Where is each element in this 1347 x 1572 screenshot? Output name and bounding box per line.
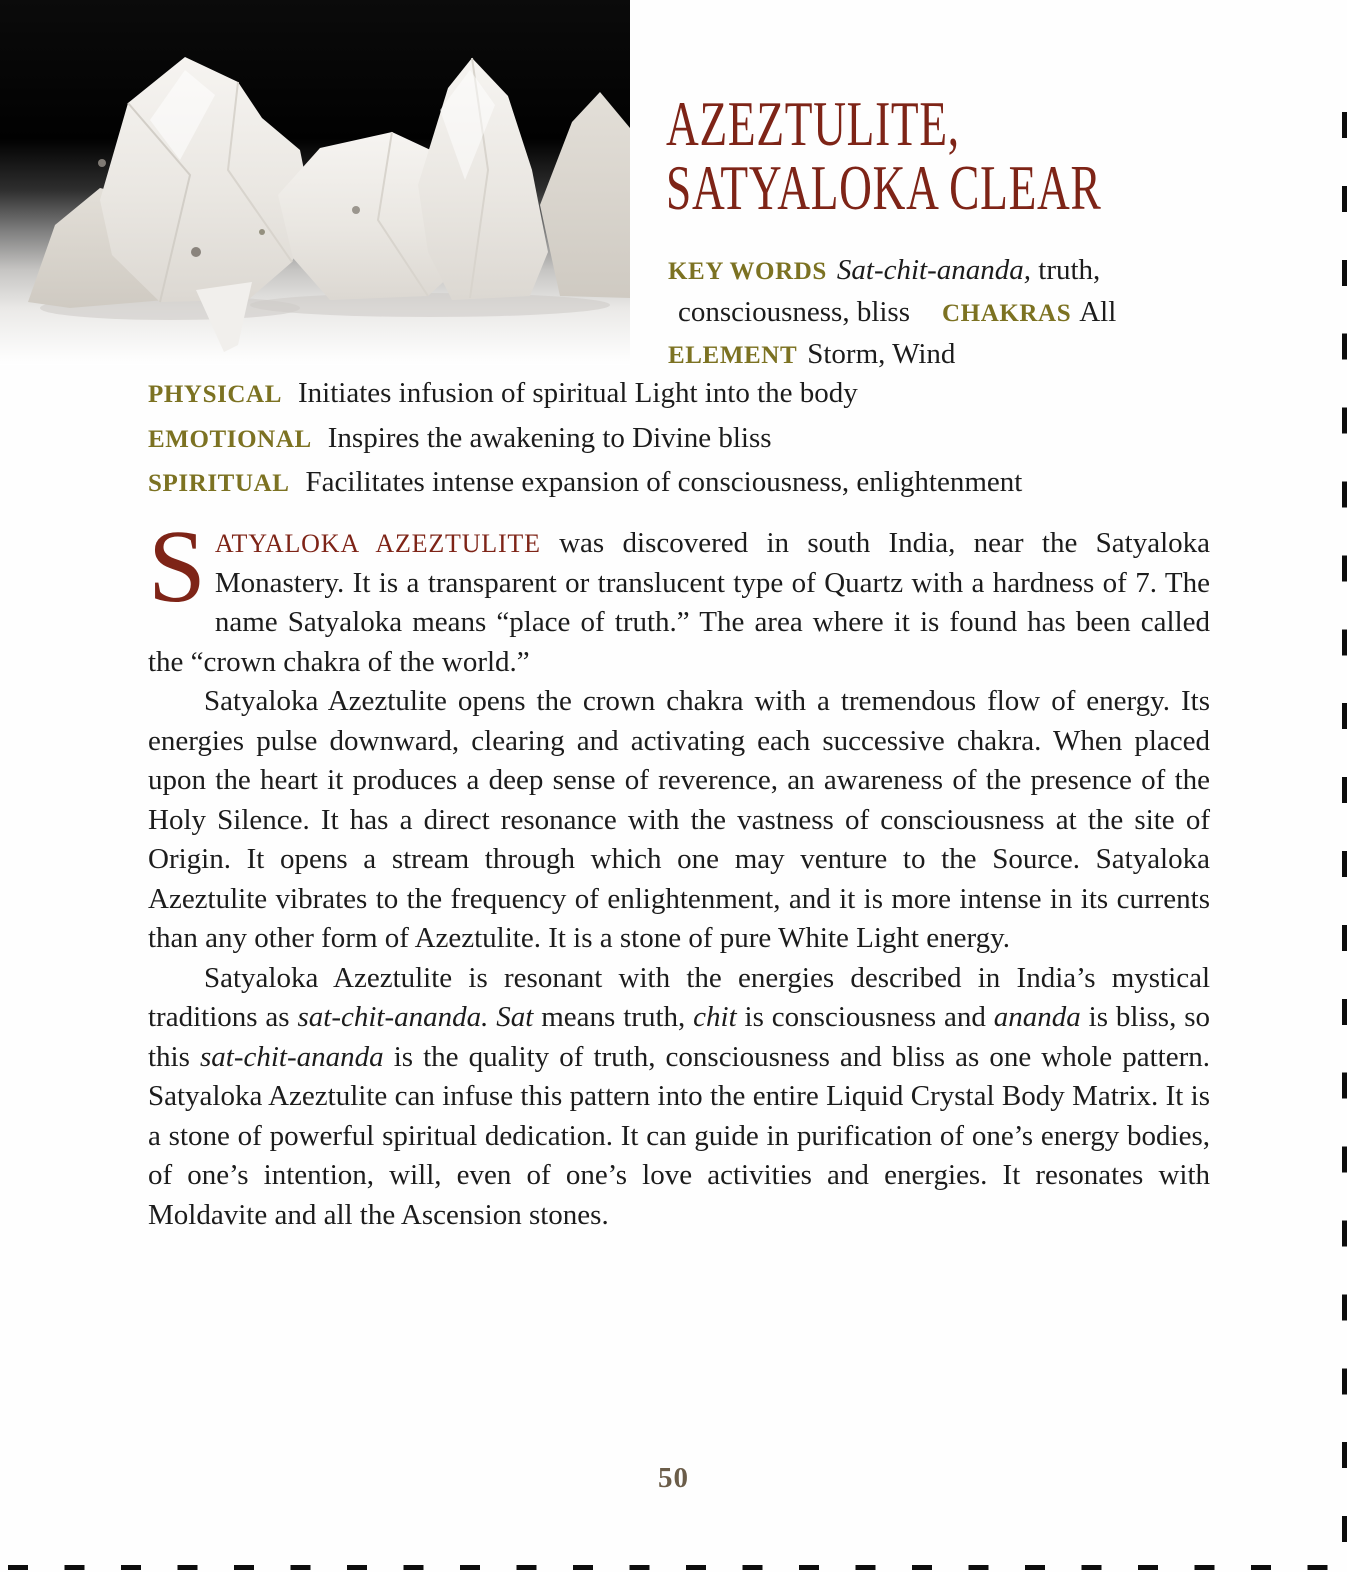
element-value: Storm, Wind xyxy=(807,338,956,370)
emotional-label: EMOTIONAL xyxy=(148,425,312,453)
paragraph-1-leadin: ATYALOKA AZEZTULITE xyxy=(214,529,541,558)
physical-row xyxy=(148,372,1233,417)
keywords-line-1 xyxy=(668,250,1253,292)
title-line-1: AZEZTULITE, xyxy=(666,89,960,159)
paragraph-3 xyxy=(148,959,1210,1236)
paragraph-3-italic-2: chit xyxy=(693,1001,737,1033)
crystal-photo-illustration xyxy=(0,0,630,365)
spiritual-text: Facilitates intense expansion of consciousness, enlightenment xyxy=(305,466,1023,498)
film-edge-marks-right xyxy=(1342,112,1347,1544)
paragraph-3-italic-3: ananda xyxy=(993,1001,1081,1033)
satyaloka-azeztulite-photo xyxy=(0,0,630,365)
keywords-block xyxy=(668,250,1253,376)
properties-block xyxy=(148,372,1233,506)
paragraph-2: Satyaloka Azeztulite opens the crown chakra with a tremendous flow of energy. Its energies pulse downward, clearing and activating each successive chakra. When placed upon the heart it produces a deep sense of reverence, an awareness of the presence of the Holy Silence. It has a direct resonance with the vastness of consciousness at the site of Origin. It opens a stream through which one may venture to the Source. Satyaloka Azeztulite vibrates to the frequency of enlightenment, and it is more intense in its currents than any other form of Azeztulite. It is a stone of pure White Light energy. xyxy=(148,685,1210,954)
film-edge-marks-bottom xyxy=(8,1565,1347,1570)
paragraph-3-text: is the quality of truth, consciousness and bliss as one whole pattern. Satyaloka Azeztulite can infuse this pattern into the entire Liquid Crystal Body Matrix. It is a stone of powerful spiritual dedication. It can guide in purification of one’s energy bodies, of one’s intention, will, even of one’s love activities and energies. It resonates with Moldavite and all the Ascension stones. xyxy=(148,1040,1211,1231)
physical-text: Initiates infusion of spiritual Light into the body xyxy=(298,377,858,409)
keywords-line-3 xyxy=(668,334,1253,376)
paragraph-1 xyxy=(148,509,1211,682)
keywords-value-line2: consciousness, bliss xyxy=(678,296,910,328)
paragraph-3-text: Satyaloka Azeztulite is resonant with the energies described in India’s mystical traditions as xyxy=(148,961,1210,1033)
paragraph-3-text: is consciousness and xyxy=(736,1001,994,1033)
body-text xyxy=(148,509,1211,1235)
emotional-row xyxy=(148,417,1233,462)
paragraph-3-italic-1: sat-chit-ananda. Sat xyxy=(297,1001,534,1033)
chakras-label: CHAKRAS xyxy=(942,300,1072,327)
keywords-line-2 xyxy=(668,292,1253,334)
emotional-text: Inspires the awakening to Divine bliss xyxy=(327,421,772,454)
chakras-value: All xyxy=(1079,296,1117,328)
element-label: ELEMENT xyxy=(668,342,798,369)
paragraph-3-text: means truth, xyxy=(533,1001,694,1033)
spiritual-label: SPIRITUAL xyxy=(148,470,290,497)
spiritual-row xyxy=(148,461,1233,506)
physical-label: PHYSICAL xyxy=(148,381,282,408)
drop-cap: S xyxy=(148,509,206,624)
keywords-value-italic: Sat-chit-ananda, xyxy=(836,254,1032,286)
paragraph-1-text: was discovered in south India, near the Satyaloka Monastery. It is a transparent or translucent type of Quartz with a hardness of 7. The name Satyaloka means “place of truth.” The area where it is found has been called the “crown chakra of the world.” xyxy=(148,527,1211,678)
page-number: 50 xyxy=(658,1462,689,1494)
paragraph-3-text: is bliss, so this xyxy=(148,1001,1211,1073)
key-words-label: KEY WORDS xyxy=(668,258,827,285)
paragraph-3-italic-4: sat-chit-ananda xyxy=(199,1040,384,1073)
page-title xyxy=(666,89,1102,223)
title-line-2: SATYALOKA CLEAR xyxy=(666,153,1102,223)
keywords-value-rest: truth, xyxy=(1031,254,1101,286)
